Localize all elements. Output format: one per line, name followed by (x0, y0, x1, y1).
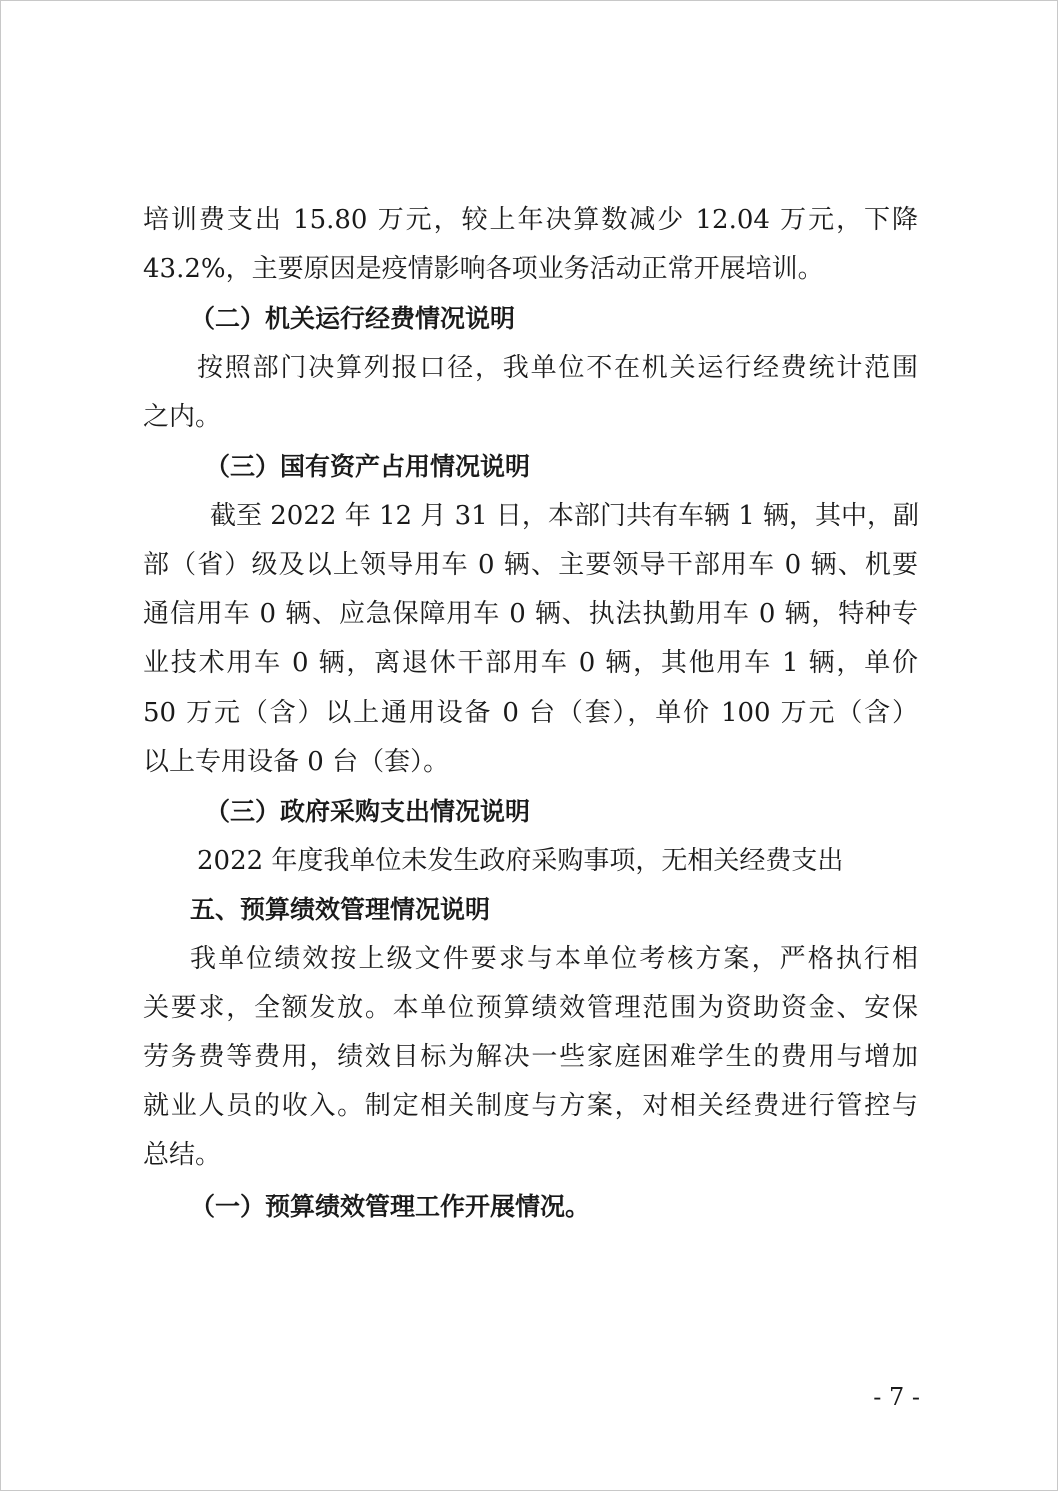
body-text-line: 以上专用设备 0 台（套）。 (143, 747, 450, 777)
body-text-line: 培训费支出 15.80 万元，较上年决算数减少 12.04 万元，下降 (143, 205, 918, 235)
section-heading-operating-funds: （二）机关运行经费情况说明 (190, 304, 516, 333)
body-text-line: 业技术用车 0 辆，离退休干部用车 0 辆，其他用车 1 辆，单价 (143, 648, 918, 678)
body-text-line: 截至 2022 年 12 月 31 日，本部门共有车辆 1 辆，其中，副 (210, 501, 919, 531)
section-heading-performance-work: （一）预算绩效管理工作开展情况。 (190, 1192, 591, 1221)
body-text-line: 按照部门决算列报口径，我单位不在机关运行经费统计范围 (197, 353, 918, 383)
body-text-line: 2022 年度我单位未发生政府采购事项，无相关经费支出 (197, 846, 844, 876)
body-text-line: 50 万元（含）以上通用设备 0 台（套），单价 100 万元（含） (143, 698, 918, 728)
body-text-line: 总结。 (143, 1140, 222, 1170)
body-text-line: 就业人员的收入。制定相关制度与方案，对相关经费进行管控与 (143, 1091, 918, 1121)
body-text-line: 之内。 (143, 402, 222, 432)
body-text-line: 通信用车 0 辆、应急保障用车 0 辆、执法执勤用车 0 辆，特种专 (143, 599, 918, 629)
body-text-line: 部（省）级及以上领导用车 0 辆、主要领导干部用车 0 辆、机要 (143, 550, 918, 580)
section-heading-performance-management: 五、预算绩效管理情况说明 (190, 895, 491, 924)
section-heading-government-procurement: （三）政府采购支出情况说明 (205, 797, 531, 826)
body-text-line: 关要求，全额发放。本单位预算绩效管理范围为资助资金、安保 (143, 993, 918, 1023)
page-number: - 7 - (873, 1383, 920, 1411)
section-heading-state-assets: （三）国有资产占用情况说明 (205, 452, 531, 481)
body-text-line: 劳务费等费用，绩效目标为解决一些家庭困难学生的费用与增加 (143, 1042, 918, 1072)
body-text-line: 43.2%，主要原因是疫情影响各项业务活动正常开展培训。 (143, 254, 824, 284)
body-text-line: 我单位绩效按上级文件要求与本单位考核方案，严格执行相 (190, 944, 918, 974)
